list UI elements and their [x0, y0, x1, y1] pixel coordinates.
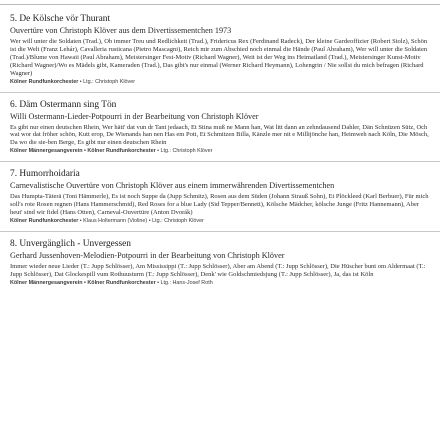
- track-subtitle: Carnevalistische Ouvertüre von Christoph Klöver aus einem immerwährenden Divertissementchen: [10, 181, 335, 191]
- track-credits: [10, 280, 432, 287]
- track-subtitle: Willi Ostermann-Lieder-Potpourri in der Bearbeitung von Christoph Klöver: [10, 111, 259, 121]
- performers: Kölner Rundfunkorchester: [10, 78, 79, 85]
- track-list: [0, 14, 440, 287]
- track-title: 6. Däm Ostermann sing Tön: [10, 99, 117, 110]
- track-entry: [0, 239, 440, 287]
- track-content: Das Humpta-Täterä (Toni Hämmerle), Es ist noch Suppe da (Jupp Schmitz), Rosen aus dem Süden (Johann Strauß Sohn), Et Plöckleed (Karl Berbuer), Für mich soll's rote Rosen regnen (Hans Hammerschmid), Red Roses for a blue Lady (Sid Tepper/Bennett), Kölsche Mädcher, kölsche Junge (Fritz Hannemann), Aber heut' sind wir fidel (Hans Otten), Carneval-Ouvertüre (Anton Dvorák): [10, 193, 429, 217]
- track-credits: [10, 218, 432, 225]
- conductor: • Klaus Holtermann (Violine) • Ltg.: Christoph Klöver: [78, 217, 204, 224]
- track-entry: [0, 100, 440, 156]
- track-entry: [0, 14, 440, 86]
- section-divider: [0, 231, 440, 232]
- performers: Kölner Männergesangverein • Kölner Rundfunkorchester: [10, 279, 156, 286]
- track-title: 8. Unvergänglich - Unvergessen: [10, 238, 131, 249]
- track-content: Wer will unter die Soldaten (Trad.), Ob immer Treu und Redlichkeit (Trad.), Fridericus Rex (Ferdinand Radeck), Der kleine Gardeoffizier (Robert Stolz), Schön ist die Welt (Franz Lehár), Cavalleria rusticana (Pietro Mascagni), Reich mir zum Abschied noch einmal die Hände (Paul Abraham), Wer will unter die Soldaten (Trad.)/Blume von Hawaii (Paul Abraham), Meistersinger Fest-Motiv (Richard Wagner), Weit ist der Weg ins Heimatland (Trad.), Meistersinger Kunst-Motiv (Richard Wagner)/Wo es Mädels gibt, Kameraden (Trad.), Das gibt's nur einmal (Werner Richard Heymann), Lohengrin / Nie sollst du mich befragen (Richard Wagner): [10, 38, 428, 77]
- section-divider: [0, 92, 440, 93]
- section-divider: [0, 161, 440, 162]
- track-title: 7. Humorrhoidaria: [10, 169, 80, 180]
- track-credits: [10, 148, 432, 155]
- track-content: Immer wieder neue Lieder (T.: Jupp Schlösser), Am Mississippi (T.: Jupp Schlösser), Aber am Abend (T.: Jupp Schlösser), Die Hüscher bunt om Aldermaat (T.: Jupp Schlösser), Dat Glockespill vum Rothuusturm (T.: Jupp Schlösser), Denk' wie Goldschmiedsjung (T.: Jupp Schlösser), Ja, das ist Köln: [10, 262, 426, 278]
- conductor: • Ltg.: Christoph Klöver: [155, 148, 213, 155]
- track-subtitle: Ouvertüre von Christoph Klöver aus dem Divertissementchen 1973: [10, 26, 232, 35]
- track-entry: [0, 169, 440, 225]
- conductor: • Ltg.: Hans-Josef Roth: [155, 279, 213, 286]
- track-title: 5. De Kölsche vör Thurant: [10, 14, 111, 24]
- track-subtitle: Gerhard Jussenhoven-Melodien-Potpourri in der Bearbeitung von Christoph Klöver: [10, 250, 285, 260]
- track-content: Es gibt nur einen deutschen Rhein, Wer hätt' dat vun dr Tant jedaach, Et Stina muß ne Mann han, Wat litt dann an zehndausend Dahler, Dän Schnüzen Sütz, Och wat wor dat fröher schön, Kutt erop, De Wienands han nen Has em Pott, Et Schmitzen Billa, Känzle mer nit e Millijönche han, Heimweh nach Köln, Die Mösch, Da wo die sie-ben Berge, Es gibt nur einen deutschen Rhein: [10, 123, 429, 147]
- performers: Kölner Männergesangverein • Kölner Rundfunkorchester: [10, 148, 156, 155]
- top-divider: [0, 4, 440, 5]
- conductor: • Ltg.: Christoph Klöver: [78, 78, 136, 85]
- track-credits: [10, 79, 432, 86]
- performers: Kölner Rundfunkorchester: [10, 217, 79, 224]
